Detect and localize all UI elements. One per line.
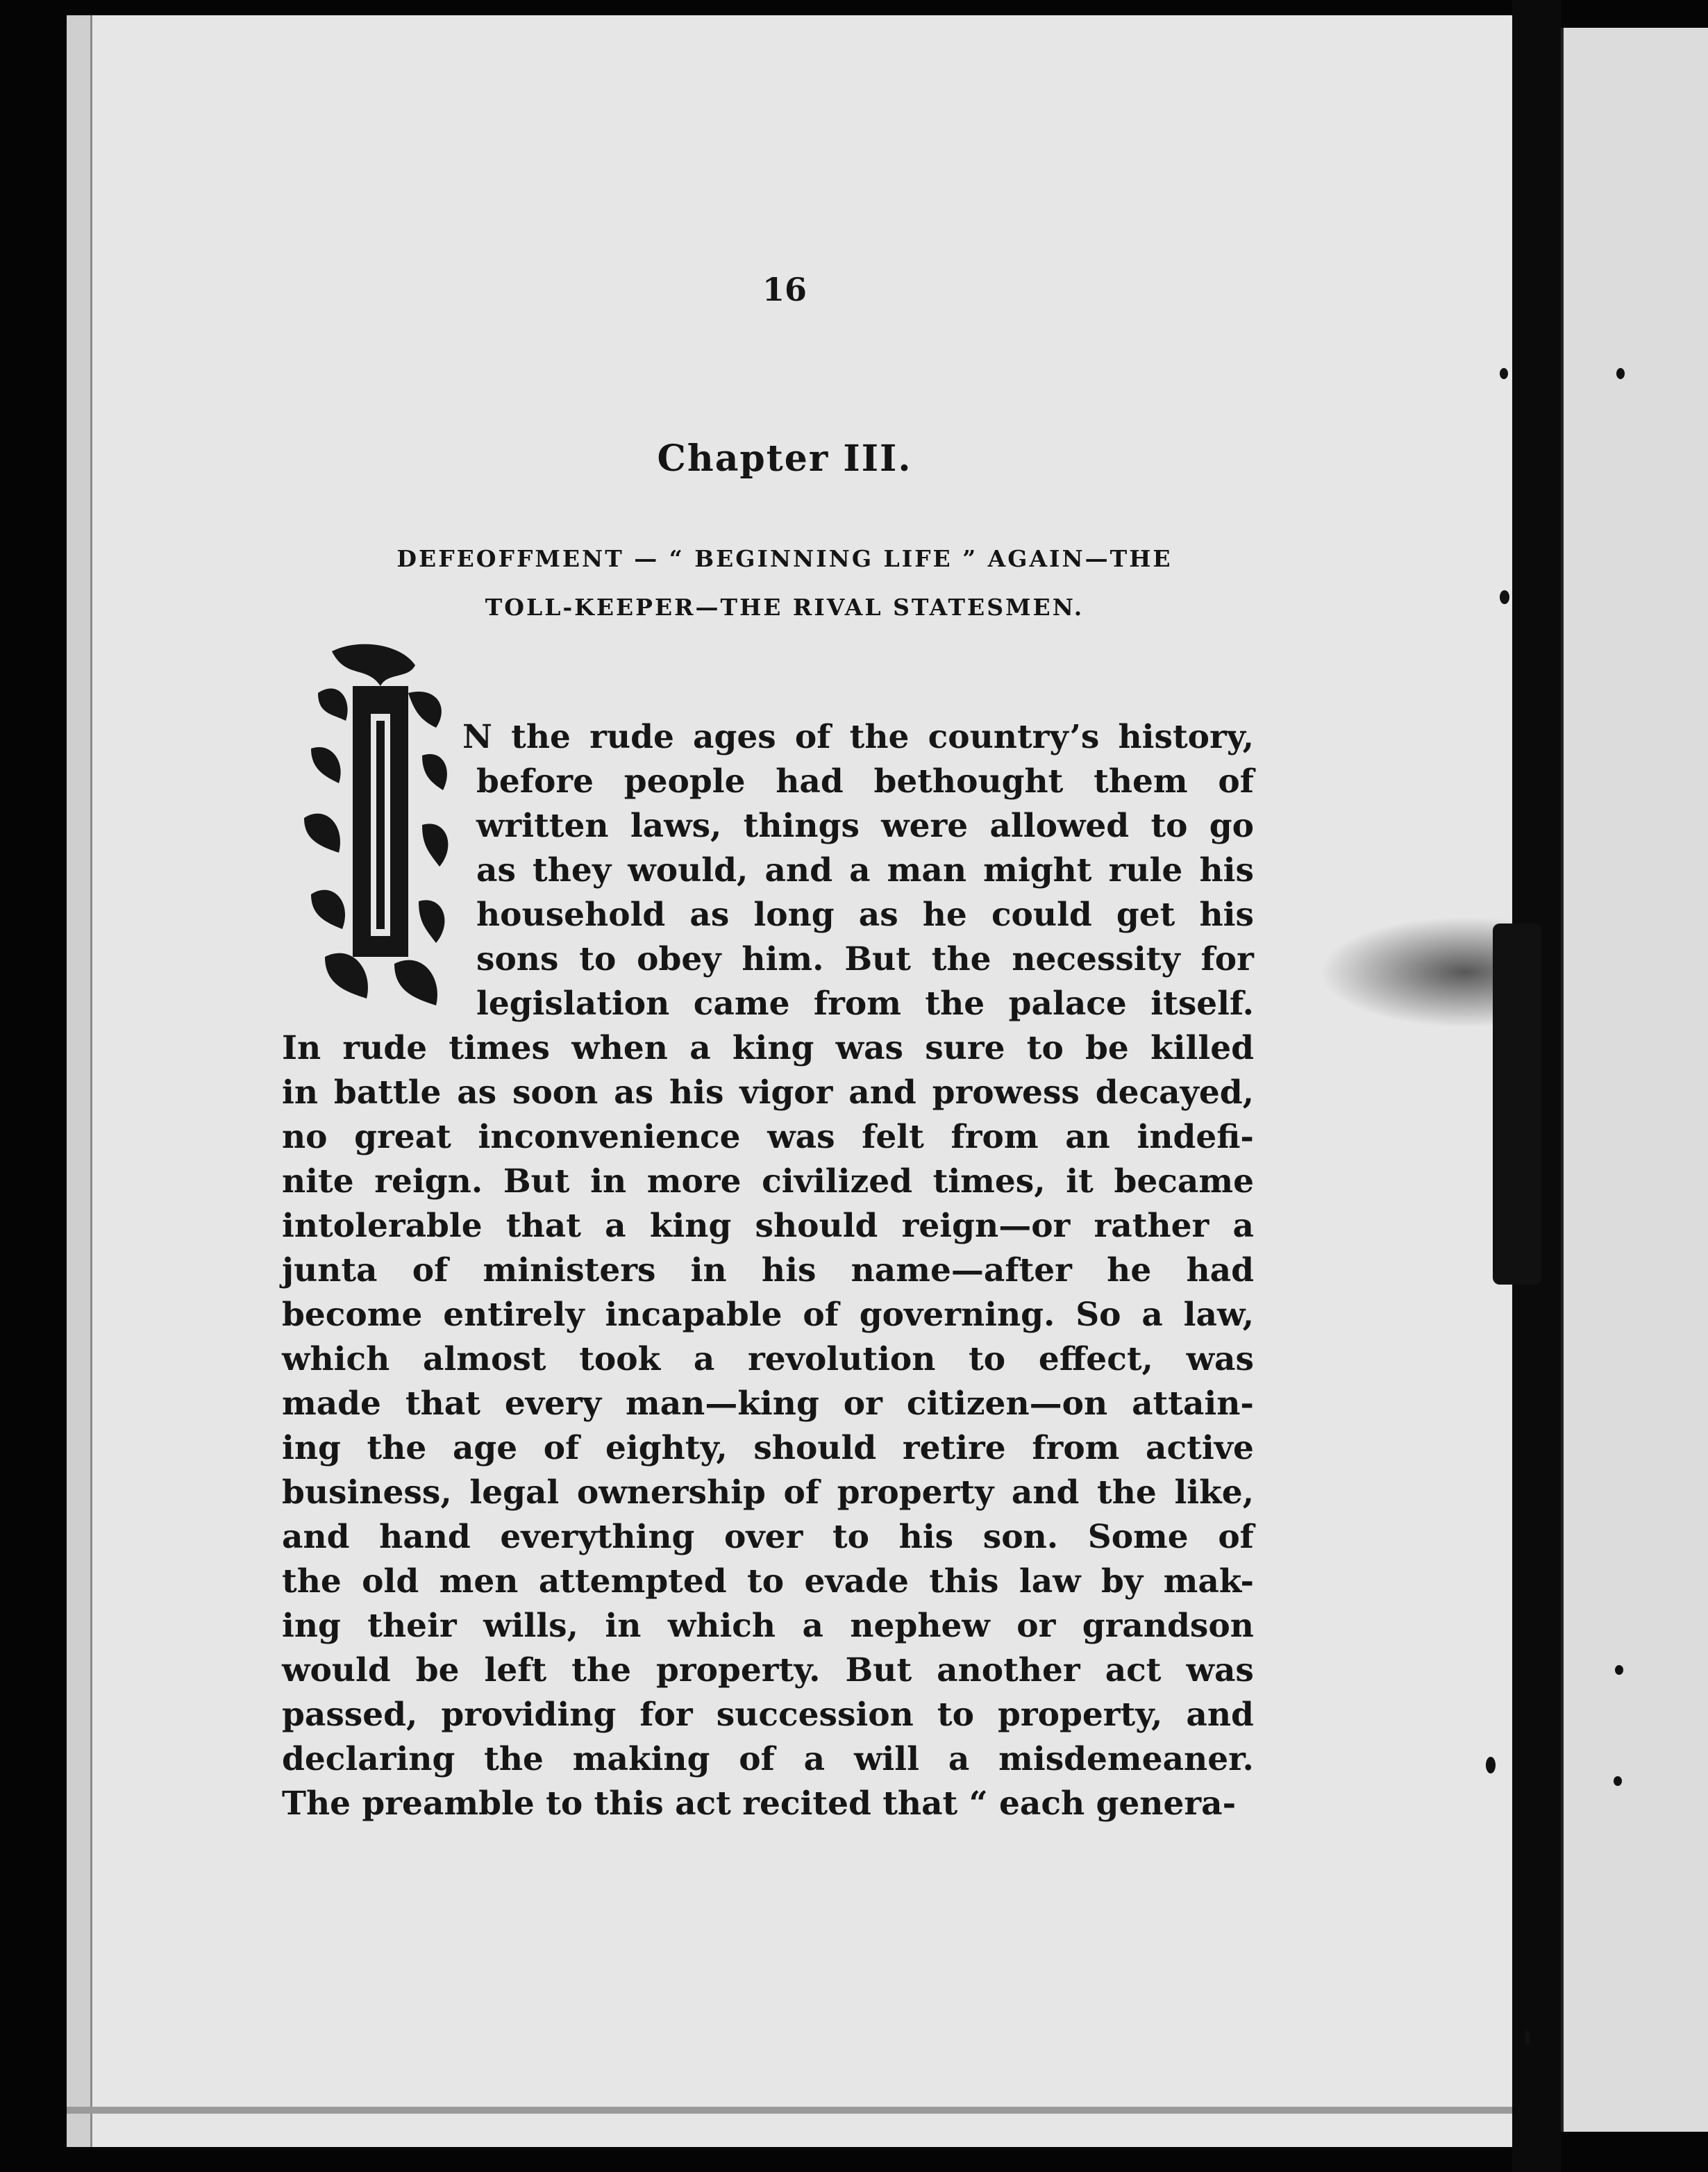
word: act: [1105, 1651, 1162, 1689]
ink-speck: [1486, 1757, 1496, 1773]
word: to: [579, 940, 617, 978]
text-line: [462, 715, 1254, 760]
text-line: [282, 1648, 1254, 1693]
word: great: [354, 1118, 451, 1156]
subtitle-line: TOLL-KEEPER—THE RIVAL STATESMEN.: [485, 594, 1085, 621]
word: in: [282, 1074, 319, 1112]
word: times: [449, 1029, 551, 1067]
word: law,: [1183, 1296, 1254, 1334]
word: and: [282, 1518, 350, 1556]
word: his: [898, 1518, 954, 1556]
page-clip: [1493, 924, 1541, 1285]
word: written: [476, 807, 609, 845]
chapter-title: Chapter III.: [657, 437, 912, 480]
word: man: [887, 851, 967, 889]
ink-speck: [1500, 368, 1508, 379]
word: to: [747, 1562, 785, 1601]
word: almost: [422, 1340, 546, 1378]
word: over: [724, 1518, 803, 1556]
word: legal: [469, 1473, 560, 1512]
word: will: [853, 1740, 919, 1778]
word: So: [1075, 1296, 1121, 1334]
word: was: [1186, 1651, 1254, 1689]
word: necessity: [1012, 940, 1180, 978]
word: ing: [282, 1429, 341, 1467]
text-line: [476, 760, 1254, 804]
word: people: [623, 762, 746, 801]
word: them: [1094, 762, 1188, 801]
word: that: [405, 1385, 480, 1423]
page-edge-left: [67, 15, 92, 2147]
word: was: [1186, 1340, 1254, 1378]
word: might: [983, 851, 1092, 889]
word: to: [969, 1340, 1006, 1378]
word: everything: [500, 1518, 695, 1556]
word: entirely: [443, 1296, 585, 1334]
word: the: [849, 718, 910, 756]
word: property,: [997, 1696, 1163, 1734]
text-line: [476, 937, 1254, 982]
word: the: [282, 1562, 342, 1601]
word: he: [1107, 1251, 1152, 1289]
word: civilized: [762, 1162, 912, 1201]
word: indefi-: [1137, 1118, 1254, 1156]
word: the: [1097, 1473, 1157, 1512]
word: ing: [282, 1607, 341, 1645]
word: in: [590, 1162, 627, 1201]
word: misdemeaner.: [998, 1740, 1254, 1778]
word: as: [858, 896, 898, 934]
word: took: [579, 1340, 661, 1378]
word: every: [504, 1385, 602, 1423]
word: of: [412, 1251, 449, 1289]
text-line: [476, 849, 1254, 893]
word: of: [543, 1429, 580, 1467]
word: to: [1026, 1029, 1064, 1067]
word: he: [922, 896, 967, 934]
word: the: [571, 1651, 632, 1689]
word: property: [837, 1473, 994, 1512]
word: an: [1065, 1118, 1110, 1156]
word: retire: [902, 1429, 1006, 1467]
word: like,: [1174, 1473, 1254, 1512]
word: of: [794, 718, 831, 756]
word: ages: [693, 718, 776, 756]
word: from: [1032, 1429, 1120, 1467]
word: his: [761, 1251, 817, 1289]
word: soon: [512, 1074, 598, 1112]
word: In: [282, 1029, 321, 1067]
word: sons: [476, 940, 559, 978]
text-line: [282, 1071, 1254, 1115]
word: had: [1186, 1251, 1254, 1289]
word: obey: [637, 940, 721, 978]
word: a: [693, 1340, 715, 1378]
word: long: [753, 896, 835, 934]
word: bethought: [873, 762, 1064, 801]
word: ownership: [576, 1473, 766, 1512]
word: his: [669, 1074, 724, 1112]
word: king: [649, 1207, 732, 1245]
word: by: [1101, 1562, 1144, 1601]
word: eighty,: [605, 1429, 728, 1467]
word: a: [1141, 1296, 1163, 1334]
word: to: [832, 1518, 870, 1556]
word: of: [1218, 762, 1254, 801]
word: N: [462, 718, 492, 756]
word: rule: [1108, 851, 1183, 889]
word: made: [282, 1385, 381, 1423]
word: reign.: [374, 1162, 483, 1201]
word: inconvenience: [478, 1118, 741, 1156]
word: junta: [282, 1251, 378, 1289]
word: and: [1186, 1696, 1254, 1734]
word: ministers: [483, 1251, 656, 1289]
word: more: [646, 1162, 742, 1201]
ink-speck: [1616, 368, 1625, 379]
text-line: [282, 1204, 1254, 1248]
word: mak-: [1163, 1562, 1254, 1601]
word: from: [813, 985, 901, 1023]
word: became: [1114, 1162, 1254, 1201]
word: prowess: [932, 1074, 1080, 1112]
word: times,: [932, 1162, 1046, 1201]
text-line: [476, 804, 1254, 849]
word: his: [1199, 896, 1254, 934]
word: the: [484, 1740, 544, 1778]
body-text: [282, 715, 1254, 1826]
word: before: [476, 762, 594, 801]
word: was: [835, 1029, 903, 1067]
ink-speck: [1525, 2030, 1530, 2046]
text-line: [282, 1426, 1254, 1471]
word: of: [783, 1473, 820, 1512]
ink-speck: [1614, 1776, 1622, 1786]
word: decayed,: [1095, 1074, 1254, 1112]
word: But: [845, 1651, 912, 1689]
word: passed,: [282, 1696, 418, 1734]
word: making: [572, 1740, 710, 1778]
word: or: [1016, 1607, 1056, 1645]
text-line: [282, 1515, 1254, 1560]
word: age: [452, 1429, 518, 1467]
word: go: [1209, 807, 1254, 845]
word: or: [843, 1385, 882, 1423]
word: Some: [1087, 1518, 1189, 1556]
word: rude: [342, 1029, 428, 1067]
ink-speck: [1615, 1665, 1623, 1675]
word: a: [1232, 1207, 1254, 1245]
word: battle: [333, 1074, 442, 1112]
word: old: [362, 1562, 419, 1601]
word: a: [689, 1029, 711, 1067]
text-line: The preamble to this act recited that “ each genera-: [282, 1785, 1237, 1823]
word: business,: [282, 1473, 452, 1512]
word: household: [476, 896, 666, 934]
word: would,: [628, 851, 748, 889]
text-line: [282, 1604, 1254, 1648]
word: no: [282, 1118, 328, 1156]
word: a: [803, 1740, 826, 1778]
word: vigor: [739, 1074, 833, 1112]
word: succession: [716, 1696, 914, 1734]
word: incapable: [605, 1296, 782, 1334]
word: men: [439, 1562, 519, 1601]
word: and: [1011, 1473, 1080, 1512]
word: as: [689, 896, 730, 934]
word: sure: [925, 1029, 1005, 1067]
word: law: [1019, 1562, 1081, 1601]
word: history,: [1118, 718, 1254, 756]
chapter-subtitle: [305, 535, 1264, 632]
word: attempted: [538, 1562, 727, 1601]
text-line: [282, 1115, 1254, 1160]
word: felt: [862, 1118, 924, 1156]
facing-page: [1561, 28, 1708, 2132]
word: as: [614, 1074, 654, 1112]
word: the: [931, 940, 991, 978]
word: would: [282, 1651, 391, 1689]
word: were: [881, 807, 969, 845]
word: for: [1200, 940, 1254, 978]
word: son.: [982, 1518, 1059, 1556]
text-line: [282, 1293, 1254, 1337]
word: as: [476, 851, 516, 889]
word: a: [802, 1607, 823, 1645]
word: palace: [1008, 985, 1127, 1023]
word: effect,: [1038, 1340, 1153, 1378]
word: country’s: [928, 718, 1100, 756]
word: should: [753, 1429, 877, 1467]
word: was: [767, 1118, 835, 1156]
word: had: [776, 762, 844, 801]
word: rather: [1094, 1207, 1209, 1245]
word: that: [505, 1207, 581, 1245]
word: and: [764, 851, 832, 889]
word: killed: [1150, 1029, 1254, 1067]
word: left: [484, 1651, 547, 1689]
word: intolerable: [282, 1207, 483, 1245]
word: attain-: [1132, 1385, 1254, 1423]
word: evade: [804, 1562, 909, 1601]
word: the: [367, 1429, 427, 1467]
word: which: [282, 1340, 390, 1378]
text-line: [282, 1693, 1254, 1737]
word: nite: [282, 1162, 354, 1201]
word: get: [1116, 896, 1175, 934]
word: active: [1146, 1429, 1254, 1467]
word: reign—or: [901, 1207, 1071, 1245]
word: itself.: [1150, 985, 1254, 1023]
word: nephew: [850, 1607, 990, 1645]
word: as: [457, 1074, 497, 1112]
word: came: [693, 985, 790, 1023]
word: which: [667, 1607, 776, 1645]
word: revolution: [747, 1340, 936, 1378]
word: it: [1066, 1162, 1094, 1201]
word: of: [1218, 1518, 1254, 1556]
word: should: [755, 1207, 878, 1245]
word: the: [511, 718, 571, 756]
word: citizen—on: [906, 1385, 1108, 1423]
word: to: [937, 1696, 974, 1734]
word: his: [1199, 851, 1254, 889]
word: in: [605, 1607, 642, 1645]
page-edge-bottom: [67, 2107, 1512, 2114]
word: for: [639, 1696, 693, 1734]
word: another: [937, 1651, 1080, 1689]
word: legislation: [476, 985, 670, 1023]
word: of: [739, 1740, 775, 1778]
text-line: [282, 1560, 1254, 1604]
word: a: [849, 851, 871, 889]
word: from: [951, 1118, 1039, 1156]
word: rude: [589, 718, 674, 756]
word: this: [929, 1562, 999, 1601]
word: in: [690, 1251, 727, 1289]
word: governing.: [859, 1296, 1055, 1334]
word: laws,: [630, 807, 722, 845]
word: to: [1150, 807, 1188, 845]
text-line: [476, 982, 1254, 1026]
text-line: [282, 1737, 1254, 1782]
word: the: [925, 985, 985, 1023]
ink-speck: [1500, 590, 1509, 604]
word: be: [1085, 1029, 1129, 1067]
word: their: [367, 1607, 457, 1645]
text-line: [282, 1160, 1254, 1204]
text-line: [282, 1248, 1254, 1293]
word: man—king: [626, 1385, 819, 1423]
word: and: [848, 1074, 916, 1112]
text-line: [282, 1471, 1254, 1515]
word: property.: [656, 1651, 821, 1689]
word: could: [991, 896, 1092, 934]
word: But: [503, 1162, 570, 1201]
word: they: [533, 851, 612, 889]
text-line: [282, 1382, 1254, 1426]
word: wills,: [483, 1607, 578, 1645]
text-line: [282, 1026, 1254, 1071]
word: name—after: [851, 1251, 1072, 1289]
word: allowed: [989, 807, 1130, 845]
word: grandson: [1082, 1607, 1254, 1645]
subtitle-line: DEFEOFFMENT — “ BEGINNING LIFE ” AGAIN—THE: [396, 545, 1173, 572]
page-number: 16: [762, 271, 807, 308]
text-line: [282, 1337, 1254, 1382]
word: providing: [441, 1696, 617, 1734]
word: things: [743, 807, 860, 845]
word: of: [803, 1296, 839, 1334]
word: hand: [379, 1518, 471, 1556]
word: But: [844, 940, 911, 978]
word: him.: [742, 940, 824, 978]
word: a: [948, 1740, 970, 1778]
word: be: [415, 1651, 460, 1689]
word: declaring: [282, 1740, 455, 1778]
word: become: [282, 1296, 423, 1334]
word: king: [732, 1029, 814, 1067]
word: a: [605, 1207, 626, 1245]
text-line: [476, 893, 1254, 937]
word: when: [571, 1029, 668, 1067]
